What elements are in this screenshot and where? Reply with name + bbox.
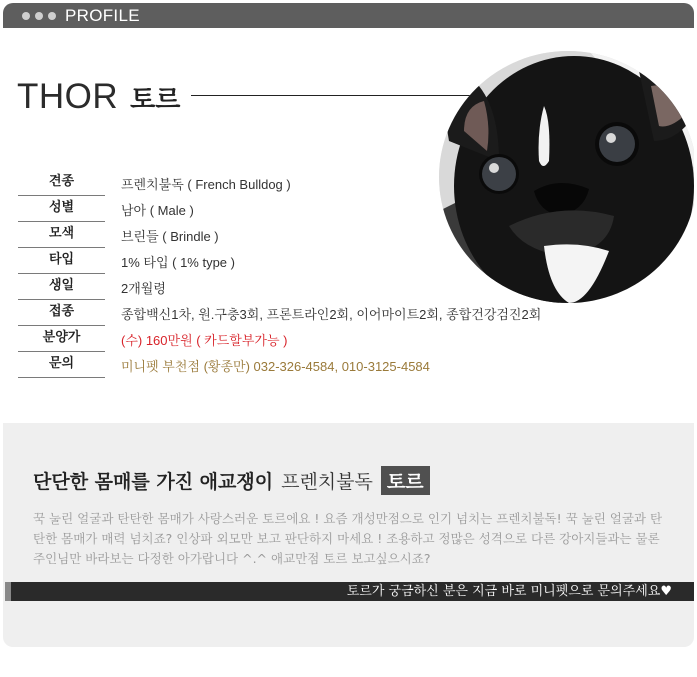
dot-icon bbox=[22, 12, 30, 20]
dot-icon bbox=[35, 12, 43, 20]
info-label: 성별 bbox=[18, 196, 105, 222]
info-label: 접종 bbox=[18, 300, 105, 326]
info-row-coat bbox=[18, 222, 618, 248]
info-label: 분양가 bbox=[18, 326, 105, 352]
dog-name bbox=[17, 77, 180, 117]
info-value: 종합백신1차, 원.구충3회, 프론트라인2회, 이어마이트2회, 종합건강검진2회 bbox=[121, 307, 542, 322]
name-divider bbox=[191, 95, 491, 96]
info-label: 견종 bbox=[18, 170, 105, 196]
promo-title-breed: 프렌치불독 bbox=[281, 471, 373, 493]
dog-name-english: THOR bbox=[17, 77, 119, 116]
info-value: 남아 ( Male ) bbox=[121, 203, 194, 218]
contact-banner-text: 토르가 궁금하신 분은 지금 바로 미니펫으로 문의주세요♥ bbox=[346, 584, 672, 599]
info-row-sex bbox=[18, 196, 618, 222]
info-value: 2개월령 bbox=[121, 281, 166, 296]
header-title: PROFILE bbox=[65, 5, 140, 25]
info-label: 타입 bbox=[18, 248, 105, 274]
info-row-type bbox=[18, 248, 618, 274]
promo-description: 꾹 눌린 얼굴과 탄탄한 몸매가 사랑스러운 토르에요 ! 요즘 개성만점으로 인기 넘치는 프렌치불독! 꾹 눌린 얼굴과 탄탄한 몸매가 매력 넘치죠? 인상파 외모만 보고 판단하지 마세요 ! 조용하고 정많은 성격으로 다른 강아지들과는 물론 주인님만 바라보는 다정한 아가랍니다 ^.^ 애교만점 토르 보고싶으시죠? bbox=[33, 511, 663, 566]
promo-section bbox=[3, 423, 694, 647]
info-value-price: (수) 160만원 ( 카드할부가능 ) bbox=[121, 333, 288, 348]
contact-banner bbox=[5, 582, 694, 601]
info-row-price bbox=[18, 326, 618, 352]
header-dots bbox=[22, 12, 56, 20]
info-value: 프렌치불독 ( French Bulldog ) bbox=[121, 177, 291, 192]
info-row-breed bbox=[18, 170, 618, 196]
info-row-contact bbox=[18, 352, 618, 378]
promo-title bbox=[33, 466, 430, 495]
profile-info-table bbox=[18, 170, 618, 378]
info-row-birth bbox=[18, 274, 618, 300]
profile-card bbox=[3, 3, 694, 647]
info-value: 브린들 ( Brindle ) bbox=[121, 229, 219, 244]
dot-icon bbox=[48, 12, 56, 20]
info-value: 1% 타입 ( 1% type ) bbox=[121, 255, 235, 270]
info-label: 문의 bbox=[18, 352, 105, 378]
profile-header bbox=[3, 3, 694, 28]
promo-title-bold: 단단한 몸매를 가진 애교쟁이 bbox=[33, 471, 274, 493]
info-label: 생일 bbox=[18, 274, 105, 300]
info-label: 모색 bbox=[18, 222, 105, 248]
promo-title-name-badge: 토르 bbox=[381, 466, 430, 495]
info-row-vaccination bbox=[18, 300, 618, 326]
info-value-contact: 미니펫 부천점 (황종만) 032-326-4584, 010-3125-4584 bbox=[121, 359, 430, 374]
dog-name-korean: 토르 bbox=[130, 85, 181, 115]
